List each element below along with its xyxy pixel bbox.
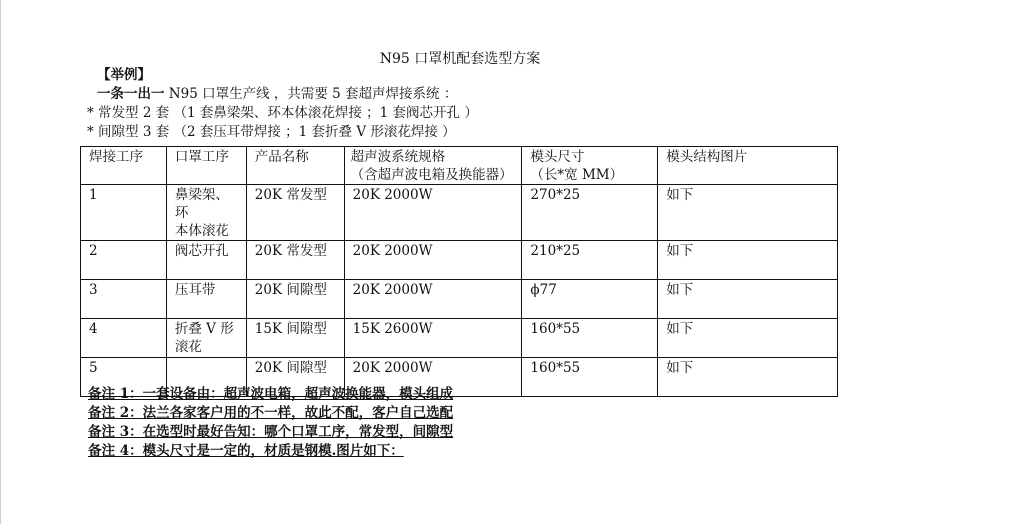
cell-product: 20K 常发型	[246, 185, 344, 241]
cell-product: 15K 间隙型	[246, 319, 344, 358]
document-title: N95 口罩机配套选型方案	[379, 51, 541, 67]
note-line: 备注 4：模头尺寸是一定的，材质是钢模.图片如下：	[88, 443, 404, 459]
cell-step: 2	[81, 241, 167, 280]
cell-size: 210*25	[522, 241, 658, 280]
table-header-row	[81, 147, 838, 185]
page-edge	[0, 0, 1, 524]
note-line: 备注 1：一套设备由：超声波电箱，超声波换能器，模头组成	[88, 386, 454, 402]
cell-image: 如下	[658, 319, 838, 358]
cell-size: 160*55	[522, 358, 658, 397]
cell-image: 如下	[658, 241, 838, 280]
cell-product: 20K 间隙型	[246, 358, 344, 397]
cell-step: 4	[81, 319, 167, 358]
notes-block	[88, 385, 453, 461]
header-die-size: 模头尺寸 （长*宽 MM）	[522, 147, 658, 185]
intro-block	[87, 66, 478, 142]
cell-size: 160*55	[522, 319, 658, 358]
table-row	[81, 241, 838, 280]
cell-step: 5	[81, 358, 167, 397]
cell-size: ϕ77	[522, 280, 658, 319]
bullet-line: * 常发型 2 套 （1 套鼻梁架、环本体滚花焊接 ；1 套阀芯开孔 ）	[87, 105, 478, 121]
header-welding-step: 焊接工序	[81, 147, 167, 185]
cell-step: 3	[81, 280, 167, 319]
cell-product: 20K 间隙型	[246, 280, 344, 319]
cell-spec: 20K 2000W	[344, 358, 522, 397]
cell-image: 如下	[658, 185, 838, 241]
cell-spec: 20K 2000W	[344, 280, 522, 319]
cell-spec: 20K 2000W	[344, 185, 522, 241]
note-line: 备注 3：在选型时最好告知：哪个口罩工序，常发型，间隙型	[88, 424, 454, 440]
table-row	[81, 185, 838, 241]
cell-size: 270*25	[522, 185, 658, 241]
cell-spec: 20K 2000W	[344, 241, 522, 280]
cell-image: 如下	[658, 280, 838, 319]
selection-table	[80, 146, 838, 397]
table-row	[81, 319, 838, 358]
header-system-spec: 超声波系统规格 （含超声波电箱及换能器）	[344, 147, 522, 185]
cell-process: 折叠 V 形 滚花	[166, 319, 246, 358]
note-line: 备注 2：法兰各家客户用的不一样，故此不配，客户自己选配	[88, 405, 454, 421]
header-mask-process: 口罩工序	[166, 147, 246, 185]
cell-process: 压耳带	[166, 280, 246, 319]
cell-product: 20K 常发型	[246, 241, 344, 280]
header-die-image: 模头结构图片	[658, 147, 838, 185]
bullet-line: * 间隙型 3 套 （2 套压耳带焊接 ；1 套折叠 V 形滚花焊接 ）	[87, 124, 456, 140]
example-heading: 【举例】	[97, 67, 151, 83]
intro-bold: 一条一出一	[97, 86, 165, 102]
cell-image: 如下	[658, 358, 838, 397]
cell-process: 阀芯开孔	[166, 241, 246, 280]
intro-line	[87, 85, 478, 104]
header-product-name: 产品名称	[246, 147, 344, 185]
cell-spec: 15K 2600W	[344, 319, 522, 358]
table-row	[81, 280, 838, 319]
cell-process: 鼻梁架、环 本体滚花	[166, 185, 246, 241]
intro-rest: N95 口罩生产线 ，共需要 5 套超声焊接系统 ：	[164, 86, 458, 102]
cell-step: 1	[81, 185, 167, 241]
